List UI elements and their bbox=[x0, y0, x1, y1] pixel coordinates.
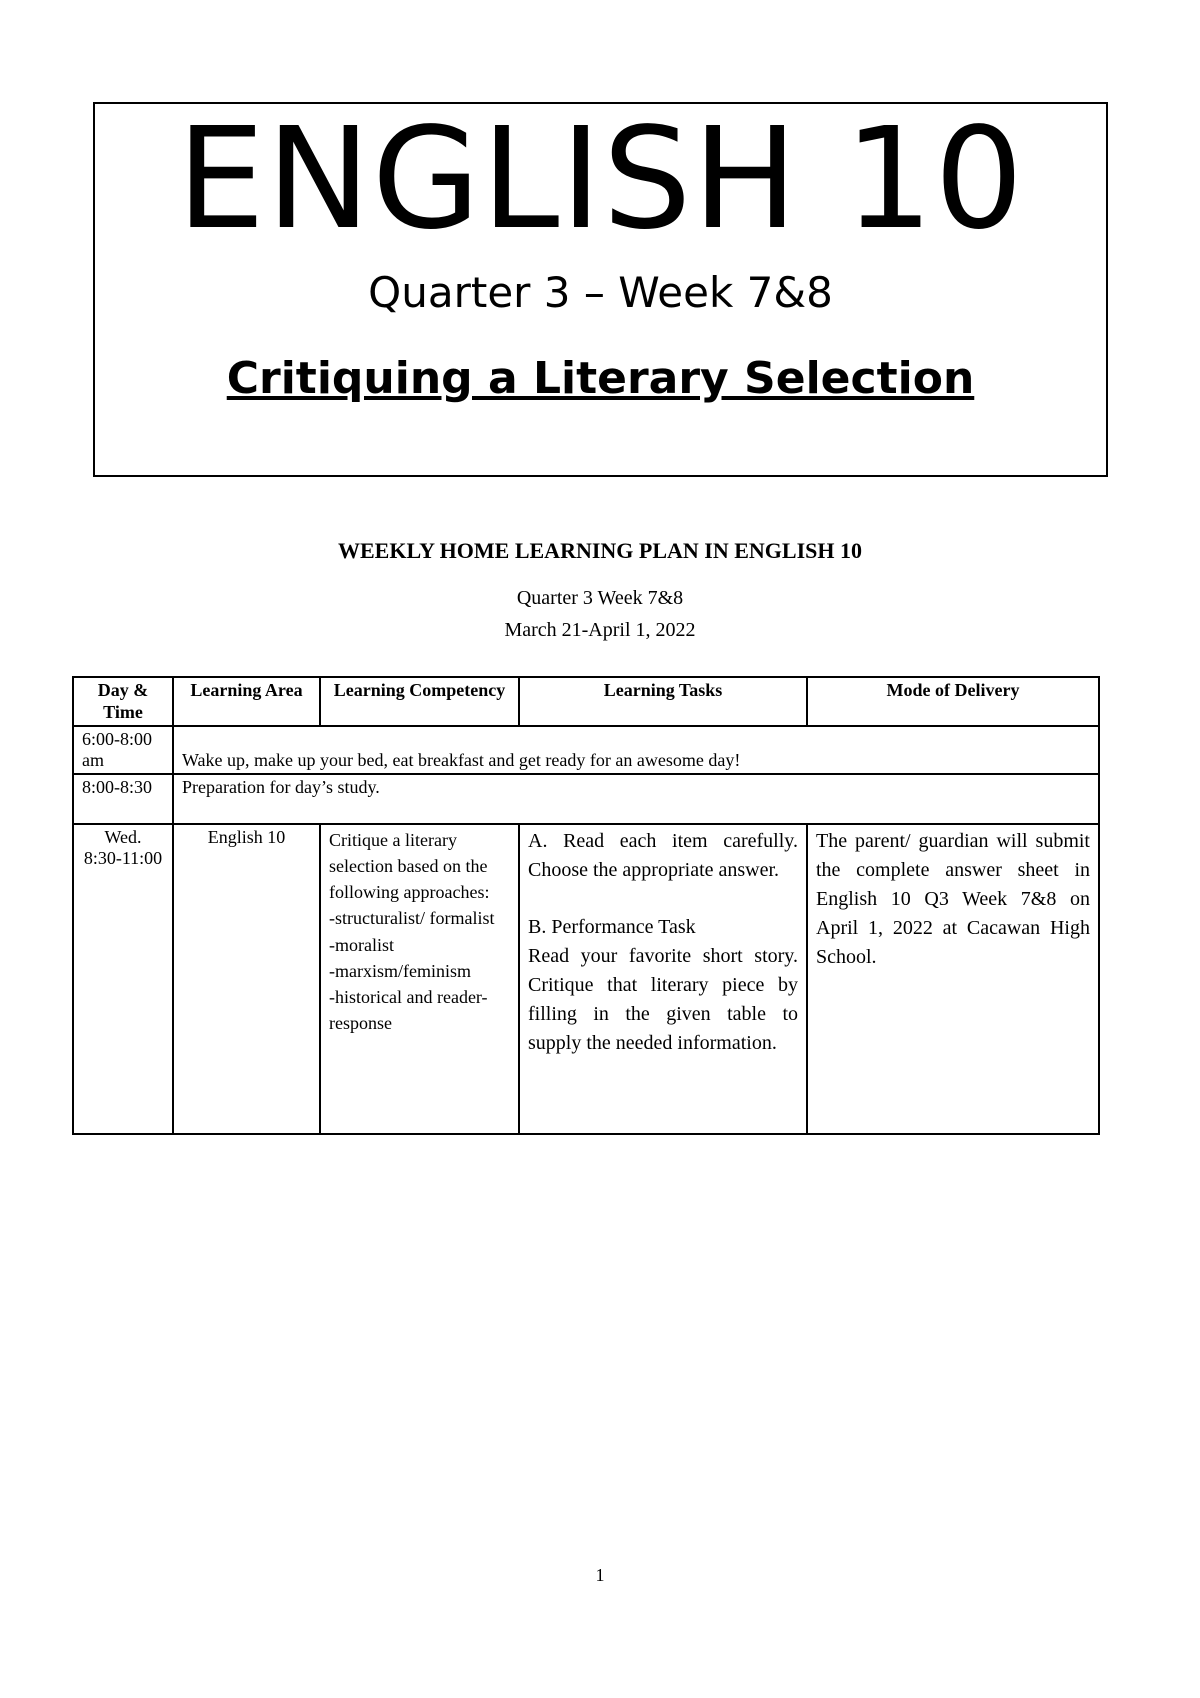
row3-day: Wed. bbox=[104, 827, 142, 848]
row3-day-time bbox=[73, 824, 173, 1134]
table-row bbox=[73, 824, 1099, 1134]
task-b-title: B. Performance Task bbox=[528, 916, 696, 939]
table-row bbox=[73, 726, 1099, 774]
plan-title: WEEKLY HOME LEARNING PLAN IN ENGLISH 10 bbox=[337, 538, 862, 563]
row1-activity: Wake up, make up your bed, eat breakfast and get ready for an awesome day! bbox=[173, 726, 1099, 774]
row3-competency bbox=[320, 824, 519, 1134]
competency-item: -moralist bbox=[329, 934, 394, 955]
plan-week: Quarter 3 Week 7&8 bbox=[516, 587, 684, 609]
row3-time: 8:30-11:00 bbox=[83, 848, 163, 869]
competency-item: -historical and reader-response bbox=[329, 986, 488, 1033]
row2-time: 8:00-8:30 bbox=[73, 774, 173, 824]
competency-intro: Critique a literary selection based on the following approaches: bbox=[329, 830, 490, 903]
table-row bbox=[73, 774, 1099, 824]
learning-plan-table bbox=[72, 676, 1100, 1135]
delivery-text: The parent/ guardian will submit the complete answer sheet in English 10 Q3 Week 7&8 on April 1, 2022 at Cacawan High School. bbox=[816, 830, 1090, 969]
row2-activity: Preparation for day’s study. bbox=[173, 774, 1099, 824]
page-number: 1 bbox=[595, 1565, 605, 1585]
task-b: Read your favorite short story. Critique that literary piece by filling in the given table to supply the needed information. bbox=[528, 945, 798, 1055]
cover-title: ENGLISH 10 bbox=[176, 98, 1025, 261]
competency-item: -structuralist/ formalist bbox=[329, 908, 495, 929]
plan-dates: March 21-April 1, 2022 bbox=[504, 619, 696, 641]
row1-time: 6:00-8:00 am bbox=[73, 726, 173, 774]
header-learning-area: Learning Area bbox=[173, 677, 320, 726]
header-learning-tasks: Learning Tasks bbox=[519, 677, 807, 726]
header-day-time: Day & Time bbox=[73, 677, 173, 726]
competency-item: -marxism/feminism bbox=[329, 960, 471, 981]
cover-subtitle: Quarter 3 – Week 7&8 bbox=[368, 268, 833, 317]
header-mode-of-delivery: Mode of Delivery bbox=[807, 677, 1099, 726]
row3-tasks bbox=[519, 824, 807, 1134]
header-learning-competency: Learning Competency bbox=[320, 677, 519, 726]
row3-delivery bbox=[807, 824, 1099, 1134]
cover-topic: Critiquing a Literary Selection bbox=[226, 353, 975, 404]
cover-box bbox=[93, 98, 1108, 477]
row3-area: English 10 bbox=[173, 824, 320, 1134]
task-a: A. Read each item carefully. Choose the appropriate answer. bbox=[528, 830, 798, 882]
table-header-row bbox=[73, 677, 1099, 726]
